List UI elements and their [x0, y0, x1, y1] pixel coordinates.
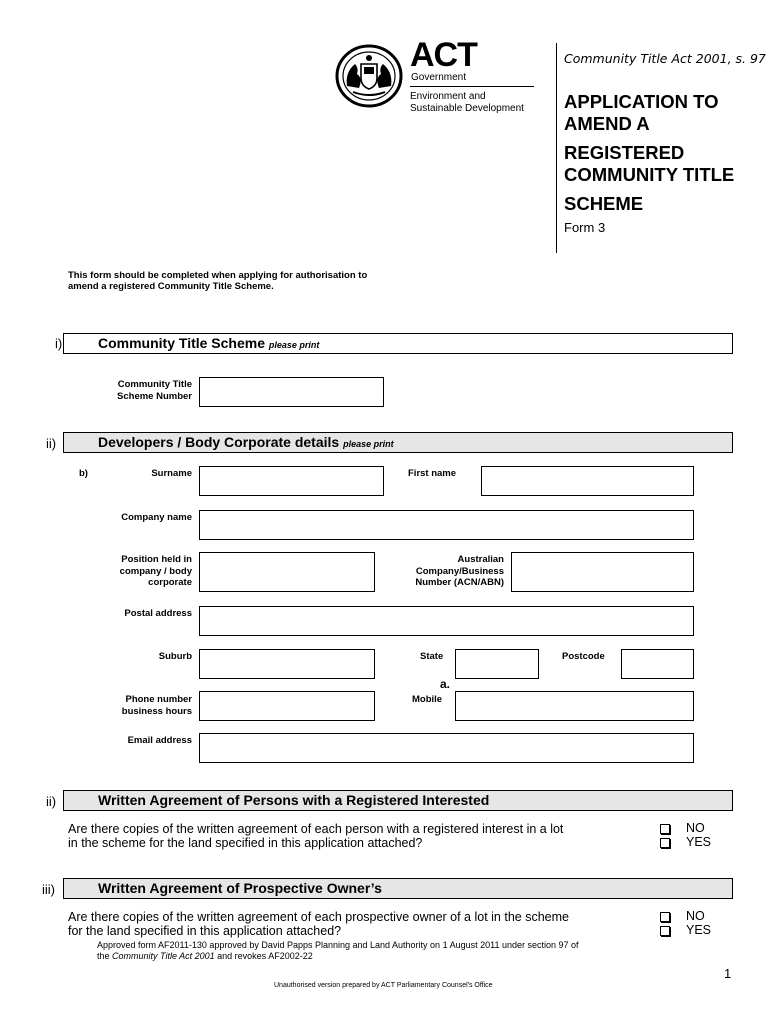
postcode-label: Postcode [562, 651, 605, 662]
scheme-number-label [90, 379, 192, 402]
logo-government-text: Government [411, 72, 467, 83]
section-1-number: i) [55, 336, 63, 351]
email-field[interactable] [199, 733, 694, 763]
section-3-title: Written Agreement of Persons with a Registered Interested [98, 792, 490, 808]
intro-text: This form should be completed when applying for authorisation to amend a registered Community Title Scheme. [68, 270, 368, 292]
section-3-no-checkbox[interactable] [660, 824, 670, 834]
logo-divider [410, 86, 534, 87]
section-4-no-checkbox[interactable] [660, 912, 670, 922]
mobile-marker: a. [440, 677, 451, 691]
phone-field[interactable] [199, 691, 375, 721]
page-number: 1 [724, 966, 732, 981]
section-2-title [98, 434, 394, 450]
surname-label: Surname [151, 468, 192, 479]
abn-label-line1: Australian [457, 554, 504, 565]
abn-label [386, 554, 504, 589]
form-title-line3: REGISTERED [564, 142, 685, 163]
suburb-label: Suburb [158, 651, 192, 662]
suburb-field[interactable] [199, 649, 375, 679]
position-label-line3: corporate [148, 577, 192, 588]
approval-line2 [97, 951, 737, 962]
section-3-yes-label: YES [686, 835, 712, 849]
form-number: Form 3 [564, 220, 606, 235]
company-name-label: Company name [121, 512, 192, 523]
company-name-field[interactable] [199, 510, 694, 540]
form-title-line5: SCHEME [564, 193, 644, 214]
section-3-number: ii) [46, 794, 57, 809]
logo-act-wordmark: ACT [410, 36, 477, 74]
section-2-title-text: Developers / Body Corporate details [98, 434, 340, 450]
section-4-number: iii) [42, 882, 55, 897]
section-4-no-label: NO [686, 909, 705, 923]
position-label [90, 554, 192, 589]
section-4-question [68, 910, 648, 938]
unauthorised-version-notice: Unauthorised version prepared by ACT Parliamentary Counsel's Office [274, 982, 493, 989]
postal-address-label: Postal address [124, 608, 192, 619]
state-label: State [420, 651, 444, 662]
subsection-marker: b) [79, 468, 88, 479]
section-4-yes-checkbox[interactable] [660, 926, 670, 936]
section-1-note: please print [268, 340, 320, 350]
abn-label-line3: Number (ACN/ABN) [415, 577, 504, 588]
phone-label-line2: business hours [121, 705, 192, 717]
section-3-question [68, 822, 648, 850]
form-title-line4: COMMUNITY TITLE [564, 164, 735, 185]
phone-label [90, 694, 192, 717]
first-name-label: First name [408, 468, 457, 479]
section-3-question-line1: Are there copies of the written agreement of each person with a registered interest in a lot [68, 822, 564, 836]
postal-address-field[interactable] [199, 606, 694, 636]
section-2-number: ii) [46, 436, 57, 451]
section-4-title: Written Agreement of Prospective Owner’s [98, 880, 382, 896]
position-label-line1: Position held in [121, 554, 192, 565]
first-name-field[interactable] [481, 466, 694, 496]
approval-notice [97, 940, 737, 962]
approval-the: the [97, 951, 113, 961]
section-4-question-line1: Are there copies of the written agreement of each prospective owner of a lot in the scheme [68, 910, 569, 924]
position-field[interactable] [199, 552, 375, 592]
postcode-field[interactable] [621, 649, 694, 679]
act-reference: Community Title Act 2001, s. 97 [564, 51, 766, 66]
scheme-number-field[interactable] [199, 377, 384, 407]
section-1-title-text: Community Title Scheme [98, 335, 266, 351]
logo-department-line1: Environment and [410, 91, 486, 102]
email-label: Email address [127, 735, 192, 746]
mobile-label: Mobile [412, 694, 443, 705]
section-4-yes-label: YES [686, 923, 712, 937]
section-3-yes-checkbox[interactable] [660, 838, 670, 848]
logo-department-line2: Sustainable Development [410, 103, 524, 114]
section-2-note: please print [343, 439, 394, 449]
form-title-line1: APPLICATION TO [564, 91, 719, 112]
header-vertical-divider [556, 43, 557, 253]
section-3-question-line2: in the scheme for the land specified in this application attached? [68, 836, 423, 850]
section-1-title [98, 335, 319, 351]
section-3-no-label: NO [686, 821, 705, 835]
scheme-number-label-line2: Scheme Number [117, 390, 192, 402]
position-label-line2: company / body [119, 565, 192, 577]
phone-label-line1: Phone number [125, 694, 192, 705]
approval-rest: and revokes AF2002-22 [214, 951, 313, 961]
form-title [564, 91, 769, 215]
mobile-field[interactable] [455, 691, 694, 721]
state-field[interactable] [455, 649, 539, 679]
scheme-number-label-line1: Community Title [117, 379, 192, 390]
section-4-question-line2: for the land specified in this application attached? [68, 924, 342, 938]
surname-field[interactable] [199, 466, 384, 496]
act-coat-of-arms-logo [335, 44, 403, 108]
form-title-line2: AMEND A [564, 113, 650, 134]
logo-department [410, 91, 550, 115]
abn-label-line2: Company/Business [415, 565, 504, 577]
approval-line1: Approved form AF2011-130 approved by David Papps Planning and Land Authority on 1 August 2011 under section 97 of [97, 940, 579, 950]
approval-act-name: Community Title Act 2001 [112, 951, 215, 961]
abn-field[interactable] [511, 552, 694, 592]
